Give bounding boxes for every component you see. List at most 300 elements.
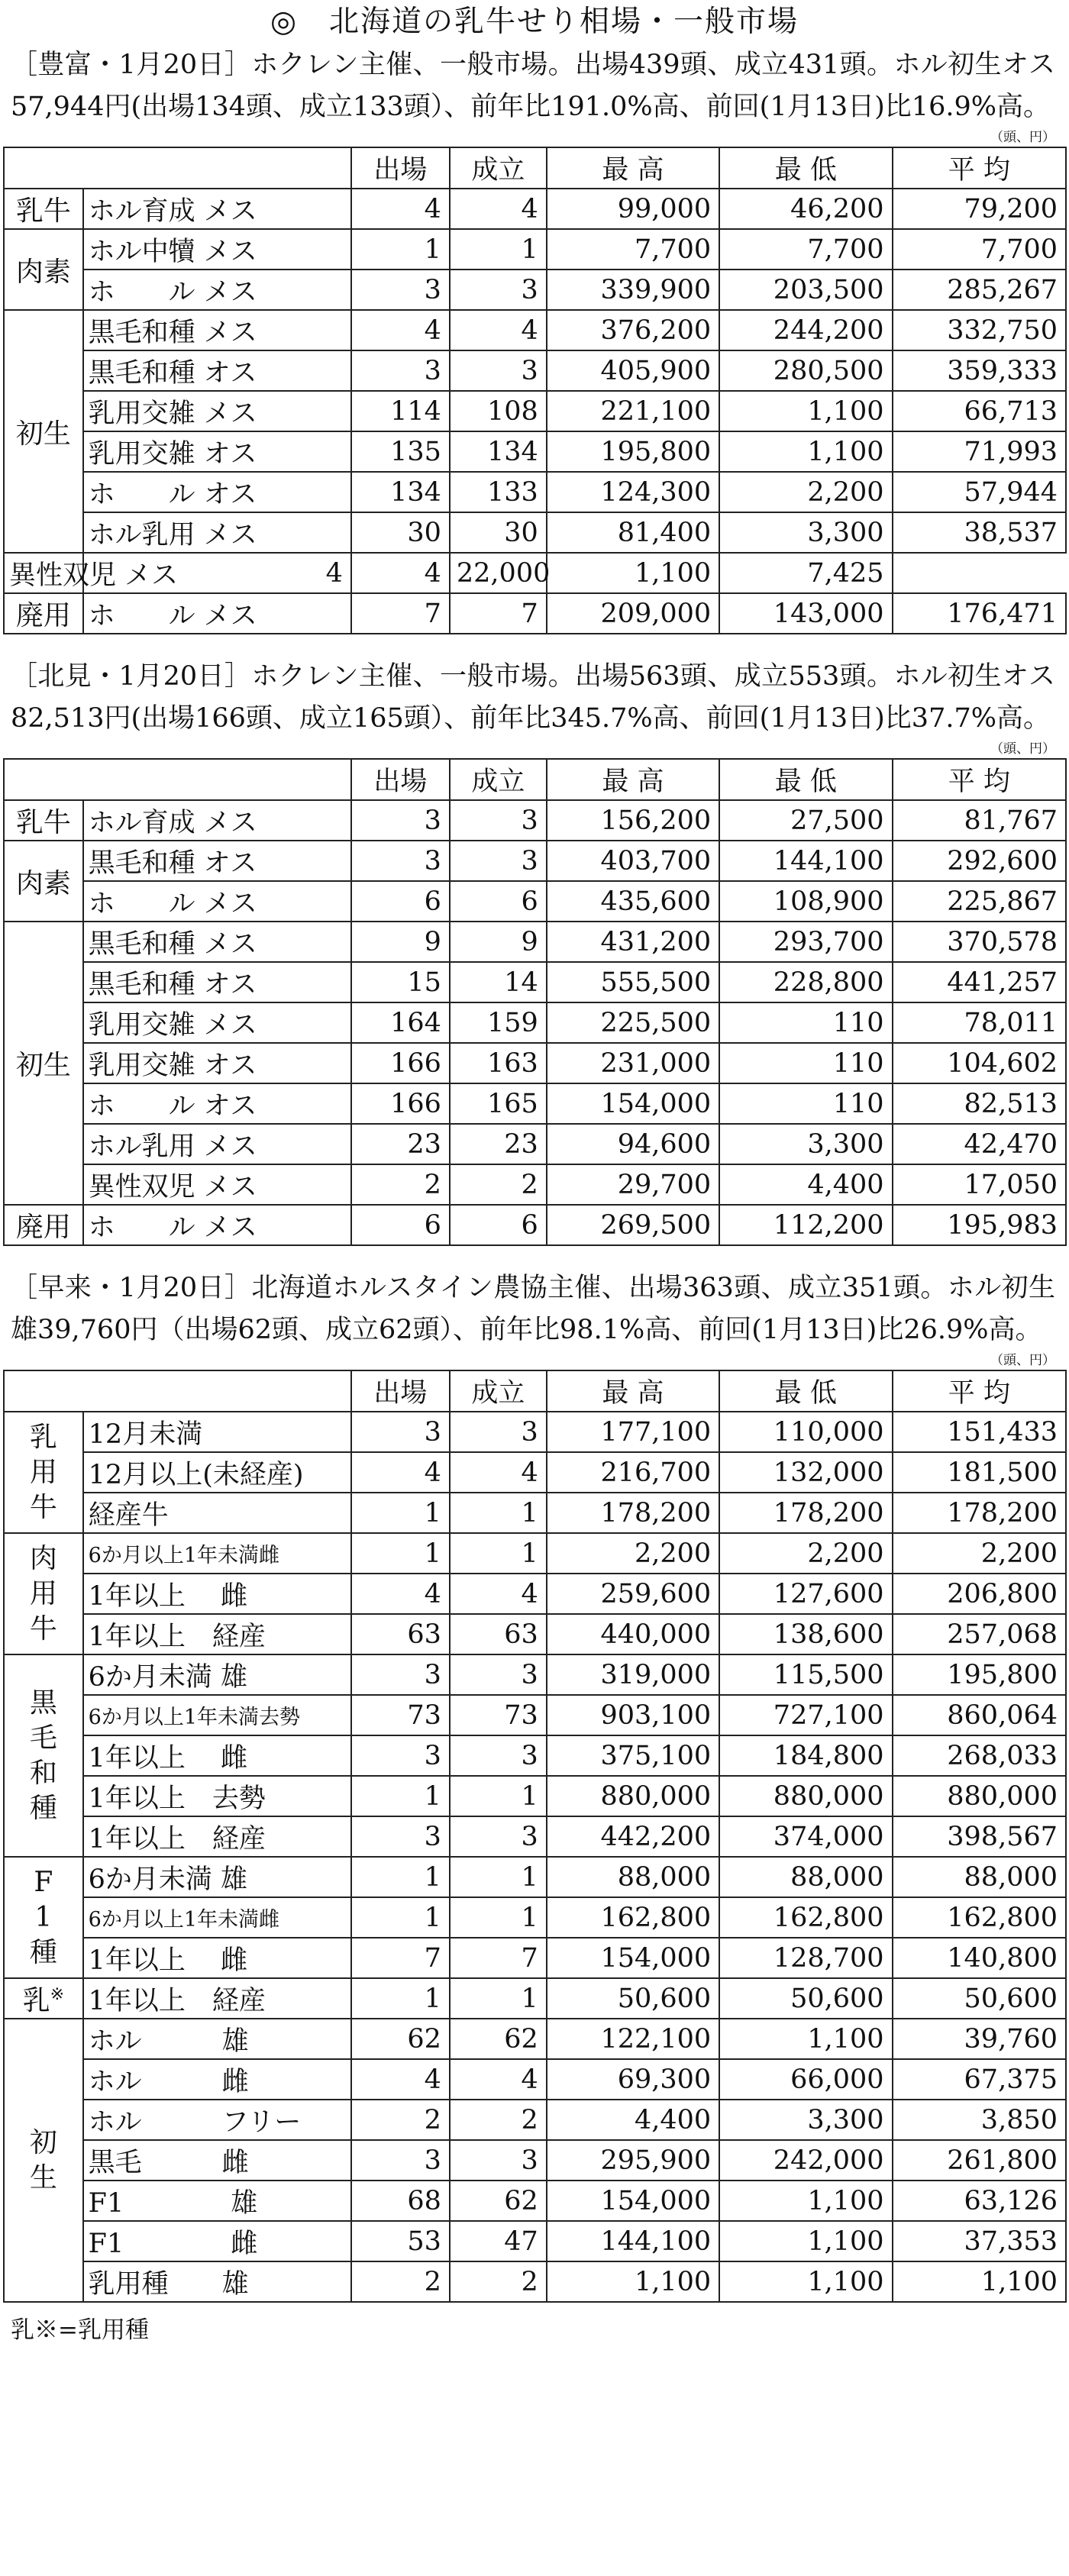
price-low: 374,000 [719, 1816, 892, 1857]
table-row [4, 2100, 1066, 2140]
row-label: 乳用交雑 メス [83, 1002, 351, 1043]
table-row [4, 472, 1066, 512]
count-sold: 62 [450, 2181, 547, 2221]
price-average: 67,375 [893, 2059, 1066, 2100]
category-cell: 乳牛 [4, 189, 83, 229]
column-header: 成立 [450, 1370, 547, 1412]
price-high: 209,000 [547, 593, 719, 634]
count-offered: 7 [351, 593, 450, 634]
price-high: 375,100 [547, 1735, 719, 1776]
price-average: 206,800 [893, 1574, 1066, 1614]
table-header-row [4, 147, 1066, 189]
price-high: 29,700 [547, 1164, 719, 1205]
count-offered: 1 [351, 1493, 450, 1533]
price-high: 1,100 [547, 2261, 719, 2302]
row-label: 1年以上 雌 [83, 1735, 351, 1776]
table-row [4, 593, 1066, 634]
row-label: ホ ル メス [83, 270, 351, 310]
price-low: 244,200 [719, 310, 892, 350]
count-sold: 4 [450, 189, 547, 229]
price-high: 440,000 [547, 1614, 719, 1654]
price-average: 860,064 [893, 1695, 1066, 1735]
price-low: 293,700 [719, 922, 892, 962]
count-sold: 2 [450, 1164, 547, 1205]
price-average: 176,471 [893, 593, 1066, 634]
price-high: 154,000 [547, 1083, 719, 1124]
price-average: 1,100 [893, 2261, 1066, 2302]
price-high: 81,400 [547, 512, 719, 553]
table-row [4, 1493, 1066, 1533]
price-average: 285,267 [893, 270, 1066, 310]
table-row [4, 189, 1066, 229]
column-header: 最 低 [719, 147, 892, 189]
row-label: F1 雌 [83, 2221, 351, 2261]
count-offered: 6 [351, 1205, 450, 1245]
count-sold: 23 [450, 1124, 547, 1164]
price-average: 78,011 [893, 1002, 1066, 1043]
count-offered: 7 [351, 1938, 450, 1978]
price-average: 17,050 [893, 1164, 1066, 1205]
count-sold: 4 [450, 2059, 547, 2100]
column-header [4, 759, 351, 800]
price-high: 69,300 [547, 2059, 719, 2100]
category-char: 乳 [29, 1421, 57, 1453]
price-low: 27,500 [719, 800, 892, 841]
count-offered: 3 [351, 1735, 450, 1776]
category-char: F [34, 1866, 53, 1898]
category-cell: 肉素 [4, 229, 83, 310]
count-offered: 164 [351, 1002, 450, 1043]
table-row [4, 350, 1066, 391]
table-row [4, 1938, 1066, 1978]
row-label: 1年以上 雌 [83, 1574, 351, 1614]
price-high: 269,500 [547, 1205, 719, 1245]
price-table [3, 147, 1067, 634]
row-label: 6か月未満 雄 [83, 1857, 351, 1897]
count-offered: 15 [351, 962, 450, 1002]
price-table [3, 1370, 1067, 2303]
price-high: 339,900 [547, 270, 719, 310]
price-high: 124,300 [547, 472, 719, 512]
column-header [4, 1370, 351, 1412]
row-label: 1年以上 経産 [83, 1614, 351, 1654]
count-sold: 4 [450, 1452, 547, 1493]
price-high: 431,200 [547, 922, 719, 962]
column-header [4, 147, 351, 189]
count-sold: 108 [450, 391, 547, 431]
count-offered: 135 [351, 431, 450, 472]
market-section [0, 1246, 1069, 2303]
row-label: ホル乳用 メス [83, 1124, 351, 1164]
column-header: 最 高 [547, 759, 719, 800]
row-label: ホル 雌 [83, 2059, 351, 2100]
count-sold: 4 [450, 310, 547, 350]
count-offered: 30 [351, 512, 450, 553]
price-average: 79,200 [893, 189, 1066, 229]
price-low: 144,100 [719, 841, 892, 881]
price-low: 138,600 [719, 1614, 892, 1654]
table-row [4, 1695, 1066, 1735]
row-label: ホ ル オス [83, 1083, 351, 1124]
price-low: 1,100 [719, 2221, 892, 2261]
count-sold: 6 [450, 881, 547, 922]
count-sold: 134 [450, 431, 547, 472]
count-offered: 4 [351, 189, 450, 229]
price-high: 162,800 [547, 1897, 719, 1938]
count-offered: 4 [351, 2059, 450, 2100]
table-row [4, 881, 1066, 922]
row-label: 12月未満 [83, 1412, 351, 1452]
table-row [4, 1043, 1066, 1083]
table-row [4, 1002, 1066, 1043]
count-offered: 73 [351, 1695, 450, 1735]
price-low: 280,500 [719, 350, 892, 391]
count-sold: 9 [450, 922, 547, 962]
count-sold: 1 [450, 1493, 547, 1533]
row-label: ホル フリー [83, 2100, 351, 2140]
count-sold: 62 [450, 2019, 547, 2059]
price-high: 403,700 [547, 841, 719, 881]
price-high: 221,100 [547, 391, 719, 431]
price-high: 319,000 [547, 1654, 719, 1695]
count-sold: 7 [450, 593, 547, 634]
category-cell [4, 1533, 83, 1654]
price-low: 66,000 [719, 2059, 892, 2100]
count-offered: 68 [351, 2181, 450, 2221]
table-row [4, 553, 1066, 593]
count-offered: 4 [351, 310, 450, 350]
market-section [0, 44, 1069, 634]
table-header-row [4, 759, 1066, 800]
price-average: 195,800 [893, 1654, 1066, 1695]
category-cell: 初生 [4, 922, 83, 1205]
page-title: ◎ 北海道の乳牛せり相場・一般市場 [270, 5, 799, 39]
price-average: 181,500 [893, 1452, 1066, 1493]
row-label: 経産牛 [83, 1493, 351, 1533]
count-offered: 1 [351, 1533, 450, 1574]
price-low: 2,200 [719, 1533, 892, 1574]
price-low: 184,800 [719, 1735, 892, 1776]
footnote-mark: ※ [50, 1985, 65, 2004]
count-offered: 3 [351, 270, 450, 310]
price-high: 880,000 [547, 1776, 719, 1816]
price-high: 231,000 [547, 1043, 719, 1083]
price-average: 359,333 [893, 350, 1066, 391]
price-average: 42,470 [893, 1124, 1066, 1164]
count-sold: 3 [450, 1654, 547, 1695]
price-high: 156,200 [547, 800, 719, 841]
table-row [4, 1654, 1066, 1695]
price-high: 216,700 [547, 1452, 719, 1493]
price-low: 880,000 [719, 1776, 892, 1816]
count-sold: 1 [450, 1533, 547, 1574]
category-cell [4, 2019, 83, 2302]
count-offered: 114 [351, 391, 450, 431]
count-offered: 3 [351, 841, 450, 881]
price-high: 405,900 [547, 350, 719, 391]
table-row [4, 2059, 1066, 2100]
price-low: 727,100 [719, 1695, 892, 1735]
price-average: 162,800 [893, 1897, 1066, 1938]
price-low: 115,500 [719, 1654, 892, 1695]
section-gap [0, 1246, 1069, 1267]
row-label: 乳用交雑 オス [83, 431, 351, 472]
table-row [4, 1978, 1066, 2019]
price-average: 3,850 [893, 2100, 1066, 2140]
category-cell [4, 1978, 83, 2019]
price-low: 1,100 [547, 553, 719, 593]
row-label: 6か月以上1年未満雌 [83, 1533, 351, 1574]
count-offered: 3 [351, 800, 450, 841]
price-low: 108,900 [719, 881, 892, 922]
count-offered: 1 [351, 1978, 450, 2019]
count-sold: 1 [450, 1776, 547, 1816]
price-average: 178,200 [893, 1493, 1066, 1533]
price-high: 442,200 [547, 1816, 719, 1857]
price-high: 4,400 [547, 2100, 719, 2140]
unit-label: （頭、円） [990, 130, 1055, 145]
row-label: 黒毛和種 メス [83, 310, 351, 350]
count-sold: 3 [450, 1816, 547, 1857]
footnote: 乳※=乳用種 [11, 2316, 149, 2344]
price-average: 82,513 [893, 1083, 1066, 1124]
column-header: 最 高 [547, 147, 719, 189]
table-row [4, 1083, 1066, 1124]
count-offered: 3 [351, 1654, 450, 1695]
price-high: 154,000 [547, 1938, 719, 1978]
table-row [4, 2019, 1066, 2059]
price-low: 110 [719, 1083, 892, 1124]
count-sold: 1 [450, 1897, 547, 1938]
price-average: 332,750 [893, 310, 1066, 350]
category-cell: 乳牛 [4, 800, 83, 841]
price-low: 127,600 [719, 1574, 892, 1614]
category-cell: 廃用 [4, 593, 83, 634]
table-row [4, 1412, 1066, 1452]
count-sold: 165 [450, 1083, 547, 1124]
category-char: 用 [29, 1456, 57, 1488]
price-high: 144,100 [547, 2221, 719, 2261]
price-average: 66,713 [893, 391, 1066, 431]
market-intro: ［豊富・1月20日］ホクレン主催、一般市場。出場439頭、成立431頭。ホル初生オス57,944円(出場134頭、成立133頭）、前年比191.0%高、前回(1月13日)比16.9%高。 [11, 50, 1055, 122]
price-average: 88,000 [893, 1857, 1066, 1897]
price-low: 3,300 [719, 1124, 892, 1164]
category-char: 毛 [29, 1722, 57, 1754]
count-offered: 63 [351, 1614, 450, 1654]
price-high: 555,500 [547, 962, 719, 1002]
price-low: 1,100 [719, 2181, 892, 2221]
price-average: 2,200 [893, 1533, 1066, 1574]
market-section [0, 634, 1069, 1246]
row-label: ホル育成 メス [83, 189, 351, 229]
price-low: 112,200 [719, 1205, 892, 1245]
price-low: 162,800 [719, 1897, 892, 1938]
count-offered: 23 [351, 1124, 450, 1164]
category-cell: 廃用 [4, 1205, 83, 1245]
row-label: 乳用交雑 メス [83, 391, 351, 431]
row-label: F1 雄 [83, 2181, 351, 2221]
count-offered: 3 [351, 1412, 450, 1452]
table-header-row [4, 1370, 1066, 1412]
price-low: 1,100 [719, 431, 892, 472]
price-average: 880,000 [893, 1776, 1066, 1816]
price-low: 110 [719, 1043, 892, 1083]
table-row [4, 270, 1066, 310]
price-low: 128,700 [719, 1938, 892, 1978]
category-text: 乳 [22, 1985, 50, 2016]
count-sold: 1 [450, 1857, 547, 1897]
row-label: 黒毛和種 オス [83, 841, 351, 881]
count-offered: 9 [351, 922, 450, 962]
row-label: 6か月未満 雄 [83, 1654, 351, 1695]
table-row [4, 1452, 1066, 1493]
count-sold: 47 [450, 2221, 547, 2261]
count-offered: 166 [351, 1083, 450, 1124]
category-char: 牛 [29, 1491, 57, 1523]
row-label: ホル中犢 メス [83, 229, 351, 270]
count-sold: 3 [450, 350, 547, 391]
row-label: 12月以上(未経産) [83, 1452, 351, 1493]
price-low: 2,200 [719, 472, 892, 512]
count-sold: 2 [450, 2100, 547, 2140]
price-average: 140,800 [893, 1938, 1066, 1978]
price-low: 110 [719, 1002, 892, 1043]
table-row [4, 2181, 1066, 2221]
price-low: 3,300 [719, 2100, 892, 2140]
count-offered: 2 [351, 1164, 450, 1205]
section-gap [0, 634, 1069, 656]
price-low: 242,000 [719, 2140, 892, 2181]
price-high: 154,000 [547, 2181, 719, 2221]
count-sold: 133 [450, 472, 547, 512]
count-offered: 3 [351, 350, 450, 391]
table-row [4, 1533, 1066, 1574]
price-low: 228,800 [719, 962, 892, 1002]
category-char: 種 [29, 1936, 57, 1968]
count-sold: 1 [450, 1978, 547, 2019]
price-average: 50,600 [893, 1978, 1066, 2019]
price-average: 57,944 [893, 472, 1066, 512]
row-label: 1年以上 雌 [83, 1938, 351, 1978]
category-cell [4, 1654, 83, 1857]
table-row [4, 2261, 1066, 2302]
table-row [4, 1735, 1066, 1776]
count-sold: 30 [450, 512, 547, 553]
price-average: 39,760 [893, 2019, 1066, 2059]
price-high: 259,600 [547, 1574, 719, 1614]
count-offered: 53 [351, 2221, 450, 2261]
count-offered: 3 [351, 1816, 450, 1857]
count-sold: 3 [450, 1412, 547, 1452]
count-sold: 14 [450, 962, 547, 1002]
row-label: ホ ル メス [83, 1205, 351, 1245]
price-low: 4,400 [719, 1164, 892, 1205]
column-header: 最 低 [719, 759, 892, 800]
price-average: 81,767 [893, 800, 1066, 841]
price-high: 7,700 [547, 229, 719, 270]
price-low: 132,000 [719, 1452, 892, 1493]
price-low: 88,000 [719, 1857, 892, 1897]
price-high: 94,600 [547, 1124, 719, 1164]
market-intro: ［早来・1月20日］北海道ホルスタイン農協主催、出場363頭、成立351頭。ホル初生雄39,760円（出場62頭、成立62頭）、前年比98.1%高、前回(1月13日)比26.9%高。 [11, 1273, 1055, 1345]
row-label: 乳用交雑 オス [83, 1043, 351, 1083]
count-offered: 134 [351, 472, 450, 512]
count-offered: 4 [83, 553, 351, 593]
table-row [4, 1897, 1066, 1938]
price-high: 177,100 [547, 1412, 719, 1452]
category-cell: 肉素 [4, 841, 83, 922]
price-average: 38,537 [893, 512, 1066, 553]
category-char: 種 [29, 1792, 57, 1824]
count-offered: 3 [351, 2140, 450, 2181]
category-char: 牛 [29, 1612, 57, 1645]
table-row [4, 800, 1066, 841]
count-sold: 1 [450, 229, 547, 270]
count-sold: 3 [450, 800, 547, 841]
price-average: 7,425 [719, 553, 892, 593]
price-high: 435,600 [547, 881, 719, 922]
row-label: 6か月以上1年未満去勢 [83, 1695, 351, 1735]
price-high: 903,100 [547, 1695, 719, 1735]
count-sold: 3 [450, 1735, 547, 1776]
table-row [4, 1205, 1066, 1245]
count-offered: 2 [351, 2100, 450, 2140]
market-intro: ［北見・1月20日］ホクレン主催、一般市場。出場563頭、成立553頭。ホル初生オス82,513円(出場166頭、成立165頭）、前年比345.7%高、前回(1月13日)比37.7%高。 [11, 661, 1055, 734]
price-average: 104,602 [893, 1043, 1066, 1083]
price-low: 7,700 [719, 229, 892, 270]
row-label: ホル 雄 [83, 2019, 351, 2059]
table-row [4, 1164, 1066, 1205]
count-offered: 1 [351, 1857, 450, 1897]
count-sold: 3 [450, 270, 547, 310]
category-cell: 初生 [4, 310, 83, 553]
unit-label: （頭、円） [990, 1353, 1055, 1368]
price-average: 195,983 [893, 1205, 1066, 1245]
price-high: 99,000 [547, 189, 719, 229]
count-offered: 1 [351, 1897, 450, 1938]
category-char: 肉 [29, 1542, 57, 1574]
price-average: 71,993 [893, 431, 1066, 472]
category-char: 1 [34, 1901, 53, 1933]
table-row [4, 1776, 1066, 1816]
table-row [4, 391, 1066, 431]
category-char: 和 [29, 1757, 57, 1789]
row-label: 6か月以上1年未満雌 [83, 1897, 351, 1938]
column-header: 最 低 [719, 1370, 892, 1412]
market-sections [0, 44, 1069, 2303]
row-label: 1年以上 去勢 [83, 1776, 351, 1816]
price-average: 370,578 [893, 922, 1066, 962]
table-row [4, 841, 1066, 881]
column-header: 平 均 [893, 147, 1066, 189]
price-average: 268,033 [893, 1735, 1066, 1776]
price-table [3, 758, 1067, 1246]
count-offered: 4 [351, 1574, 450, 1614]
count-sold: 3 [450, 841, 547, 881]
price-high: 225,500 [547, 1002, 719, 1043]
price-high: 178,200 [547, 1493, 719, 1533]
row-label: 1年以上 経産 [83, 1816, 351, 1857]
count-offered: 4 [351, 1452, 450, 1493]
table-row [4, 962, 1066, 1002]
table-row [4, 1574, 1066, 1614]
column-header: 出場 [351, 759, 450, 800]
count-sold: 4 [351, 553, 450, 593]
price-high: 88,000 [547, 1857, 719, 1897]
column-header: 出場 [351, 147, 450, 189]
table-row [4, 229, 1066, 270]
price-high: 2,200 [547, 1533, 719, 1574]
